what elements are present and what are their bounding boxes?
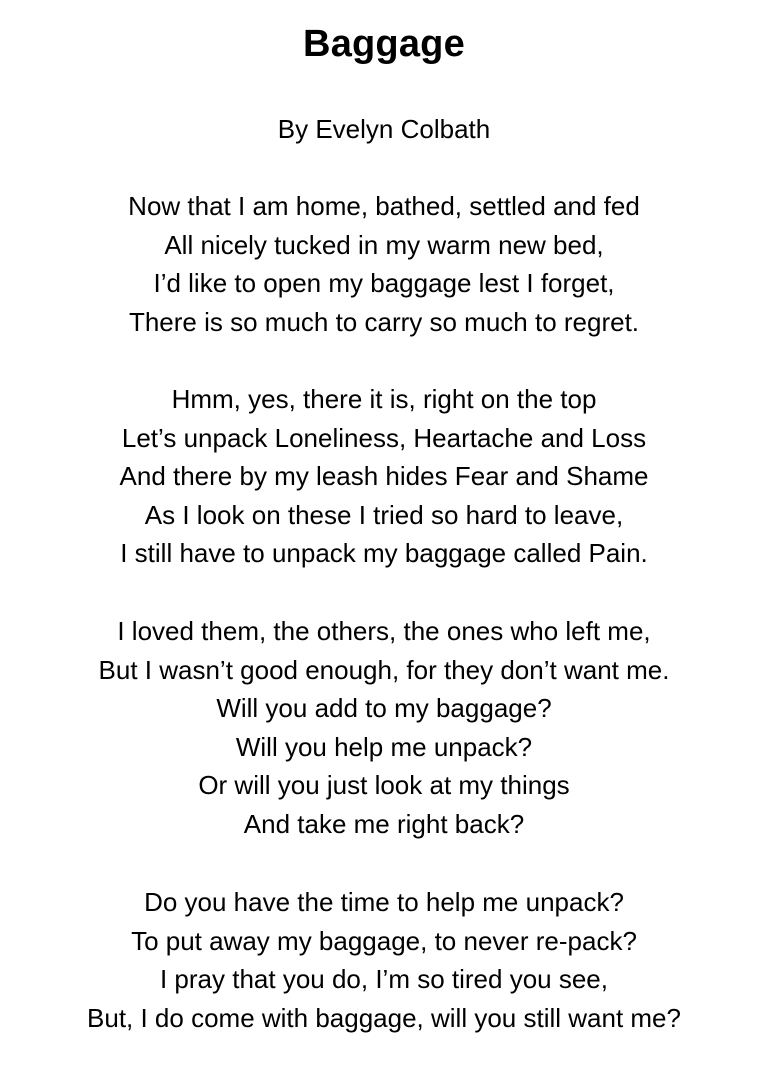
stanza-4 [0,883,768,1037]
poem-line: Will you add to my baggage? [216,693,552,724]
poem-line: To put away my baggage, to never re-pack? [131,925,637,956]
poem-line: Let’s unpack Loneliness, Heartache and Loss [121,422,647,453]
stanza-2 [0,380,768,573]
poem-title: Baggage [303,23,465,65]
poem-line: Or will you just look at my things [198,770,570,801]
poem-line: And take me right back? [243,808,525,839]
poem-line: But I wasn’t good enough, for they don’t want me. [98,654,670,685]
stanza-1 [0,187,768,341]
poem-byline: By Evelyn Colbath [277,114,491,144]
poem-line: There is so much to carry so much to regret. [128,306,640,337]
poem-line: I pray that you do, I’m so tired you see, [159,964,608,995]
poem-line: Do you have the time to help me unpack? [144,887,624,917]
poem-line: As I look on these I tried so hard to leave, [144,499,624,530]
poem-line: Hmm, yes, there it is, right on the top [171,384,597,414]
poem-line: But, I do come with baggage, will you still want me? [87,1002,681,1033]
poem-line: I still have to unpack my baggage called Pain. [120,538,648,569]
poem-line: Now that I am home, bathed, settled and fed [128,191,640,221]
poem-line: Will you help me unpack? [235,731,533,762]
poem-line: And there by my leash hides Fear and Shame [119,461,649,492]
stanza-3 [0,612,768,844]
poem-line: I’d like to open my baggage lest I forget, [153,268,615,299]
poem-line: I loved them, the others, the ones who left me, [117,616,651,646]
poem-line: All nicely tucked in my warm new bed, [164,229,604,260]
